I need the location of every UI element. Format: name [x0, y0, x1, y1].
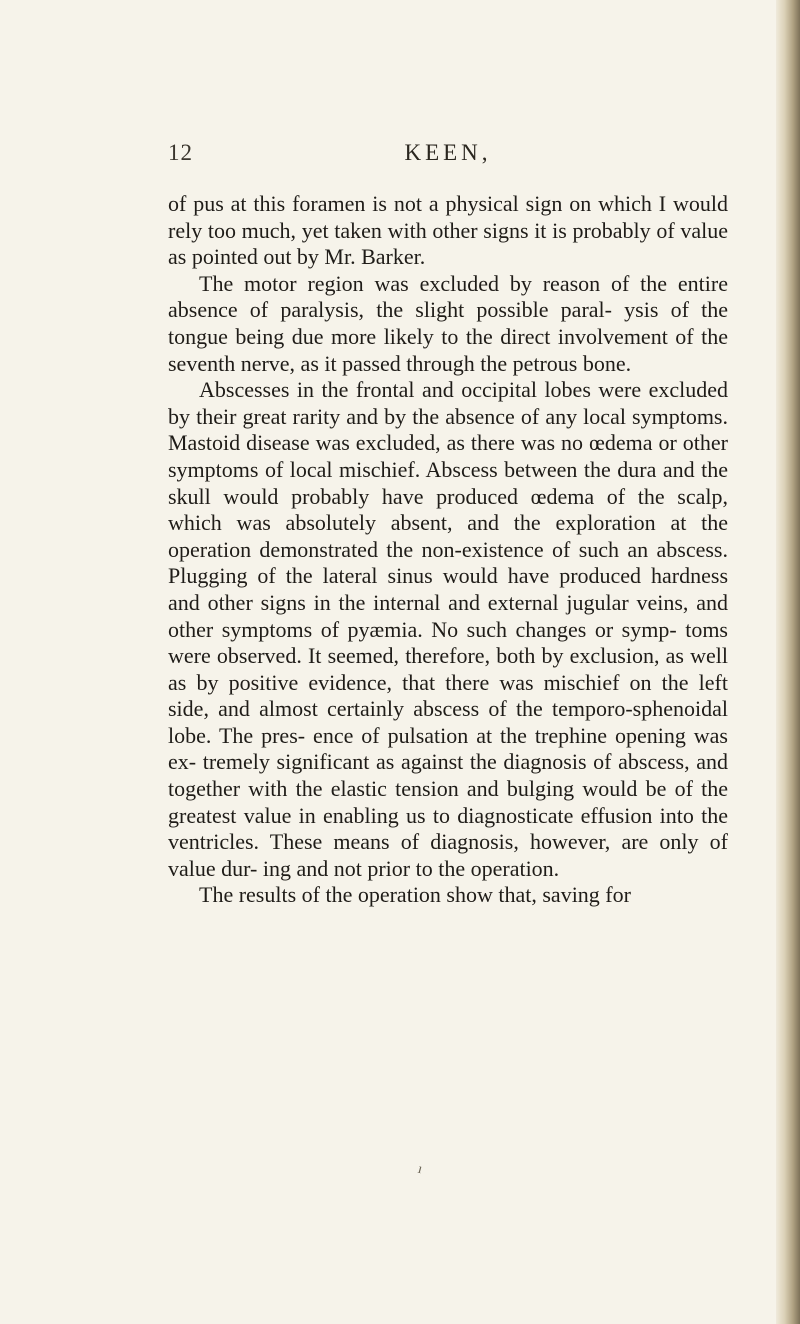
paragraph-motor-region: The motor region was excluded by reason of the entire absence of paralysis, the slight possible paral- ysis of the tongue being due more likely to the direct involvement of the seventh nerve, as it passed through the petrous bone. [168, 270, 728, 376]
page-edge-shadow [776, 0, 800, 1324]
page-header [168, 140, 728, 172]
page-number: 12 [168, 140, 193, 165]
running-head: KEEN, [404, 140, 492, 165]
paragraph-continuation: of pus at this foramen is not a physical sign on which I would rely too much, yet taken with other signs it is probably of value as pointed out by Mr. Barker. [168, 191, 728, 270]
paragraph-abscesses: Abscesses in the frontal and occipital lobes were excluded by their great rarity and by the absence of any local symptoms. Mastoid disease was excluded, as there was no œdema or other symptoms of local mischief. Abscess between the dura and the skull would probably have produced œdema of the scalp, which was absolutely absent, and the exploration at the operation demonstrated the non-existence of such an abscess. Plugging of the lateral sinus would have produced hardness and other signs in the internal and external jugular veins, and other symptoms of pyæmia. No such changes or symp- toms were observed. It seemed, therefore, both by exclusion, as well as by positive evidence, that there was mischief on the left side, and almost certainly abscess of the temporo-sphenoidal lobe. The pres- ence of pulsation at the trephine opening was ex- tremely significant as against the diagnosis of abscess, and together with the elastic tension and bulging would be of the greatest value in enabling us to diagnosticate effusion into the ventricles. These means of diagnosis, however, are only of value dur- ing and not prior to the operation. [168, 377, 728, 881]
paragraph-results: The results of the operation show that, saving for [199, 882, 631, 908]
body-text [168, 191, 728, 909]
stray-mark: ı [416, 1161, 424, 1178]
